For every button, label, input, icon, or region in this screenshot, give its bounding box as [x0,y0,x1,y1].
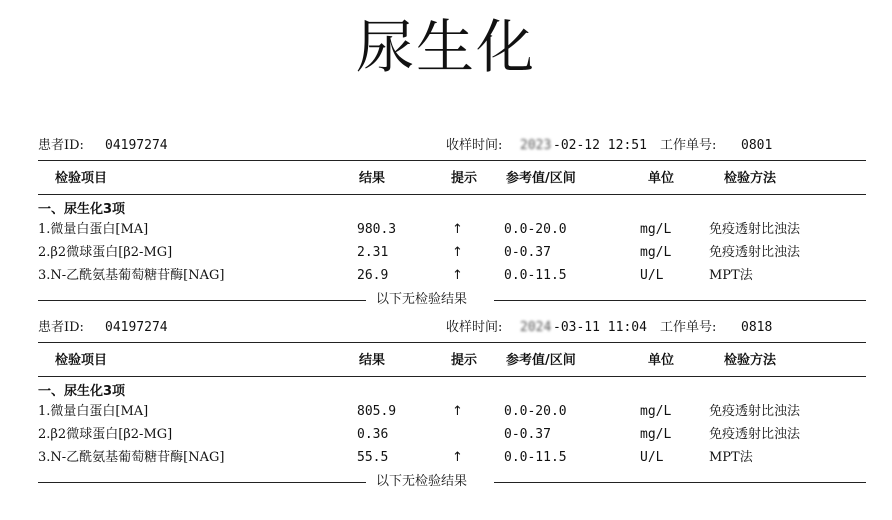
col-header-method: 检验方法 [724,353,777,368]
row-result: 2.31 [357,245,389,260]
page-title: 尿生化 [355,13,536,81]
footer-rule-right [494,300,866,301]
row-reference: 0-0.37 [504,245,551,260]
row-reference: 0.0-11.5 [504,450,567,465]
row-unit: mg/L [640,427,672,442]
footer-rule-left [38,482,366,483]
divider [38,160,866,161]
report-section [0,134,892,334]
patient-id-value: 04197274 [105,320,168,335]
col-header-item: 检验项目 [55,353,108,368]
group-title: 一、尿生化3项 [38,384,126,399]
row-hint-arrow: ↑ [452,222,463,237]
patient-id-value: 04197274 [105,138,168,153]
row-item: 2.β2微球蛋白[β2-MG] [38,427,173,442]
patient-id-label: 患者ID: [38,138,84,153]
row-hint-arrow: ↑ [452,268,463,283]
row-reference: 0.0-20.0 [504,404,567,419]
row-unit: mg/L [640,222,672,237]
col-header-hint: 提示 [451,353,478,368]
row-method: 免疫透射比浊法 [709,427,801,442]
collect-time-label: 收样时间: [446,138,503,153]
divider [38,342,866,343]
collect-time-label: 收样时间: [446,320,503,335]
table-row [0,245,892,265]
divider [38,194,866,195]
table-row [0,427,892,447]
row-hint-arrow: ↑ [452,450,463,465]
row-result: 0.36 [357,427,389,442]
collect-time-value: -03-11 11:04 [553,320,647,335]
row-result: 805.9 [357,404,397,419]
row-reference: 0.0-20.0 [504,222,567,237]
row-item: 3.N-乙酰氨基葡萄糖苷酶[NAG] [38,268,225,283]
row-item: 3.N-乙酰氨基葡萄糖苷酶[NAG] [38,450,225,465]
row-unit: mg/L [640,404,672,419]
footer-text: 以下无检验结果 [376,474,468,489]
patient-id-label: 患者ID: [38,320,84,335]
col-header-result: 结果 [359,353,386,368]
footer-text: 以下无检验结果 [376,292,468,307]
footer-rule-left [38,300,366,301]
row-item: 2.β2微球蛋白[β2-MG] [38,245,173,260]
row-item: 1.微量白蛋白[MA] [38,404,149,419]
collect-year-redacted: 2024 [520,320,552,335]
col-header-method: 检验方法 [724,171,777,186]
divider [38,376,866,377]
row-method: MPT法 [709,268,753,283]
row-result: 55.5 [357,450,389,465]
row-result: 26.9 [357,268,389,283]
row-method: 免疫透射比浊法 [709,222,801,237]
table-row [0,404,892,424]
collect-year-redacted: 2023 [520,138,552,153]
footer-rule-right [494,482,866,483]
table-row [0,450,892,470]
col-header-result: 结果 [359,171,386,186]
row-result: 980.3 [357,222,397,237]
table-row [0,222,892,242]
row-method: MPT法 [709,450,753,465]
order-no-label: 工作单号: [660,320,717,335]
table-row [0,268,892,288]
order-no-value: 0801 [741,138,773,153]
row-unit: U/L [640,450,664,465]
row-hint-arrow: ↑ [452,404,463,419]
col-header-unit: 单位 [648,353,675,368]
row-reference: 0.0-11.5 [504,268,567,283]
order-no-label: 工作单号: [660,138,717,153]
col-header-item: 检验项目 [55,171,108,186]
col-header-hint: 提示 [451,171,478,186]
row-hint-arrow: ↑ [452,245,463,260]
col-header-reference: 参考值/区间 [506,171,576,186]
row-unit: U/L [640,268,664,283]
order-no-value: 0818 [741,320,773,335]
col-header-unit: 单位 [648,171,675,186]
row-unit: mg/L [640,245,672,260]
row-item: 1.微量白蛋白[MA] [38,222,149,237]
collect-time-value: -02-12 12:51 [553,138,647,153]
col-header-reference: 参考值/区间 [506,353,576,368]
report-section [0,316,892,516]
row-method: 免疫透射比浊法 [709,404,801,419]
row-reference: 0-0.37 [504,427,551,442]
group-title: 一、尿生化3项 [38,202,126,217]
row-method: 免疫透射比浊法 [709,245,801,260]
